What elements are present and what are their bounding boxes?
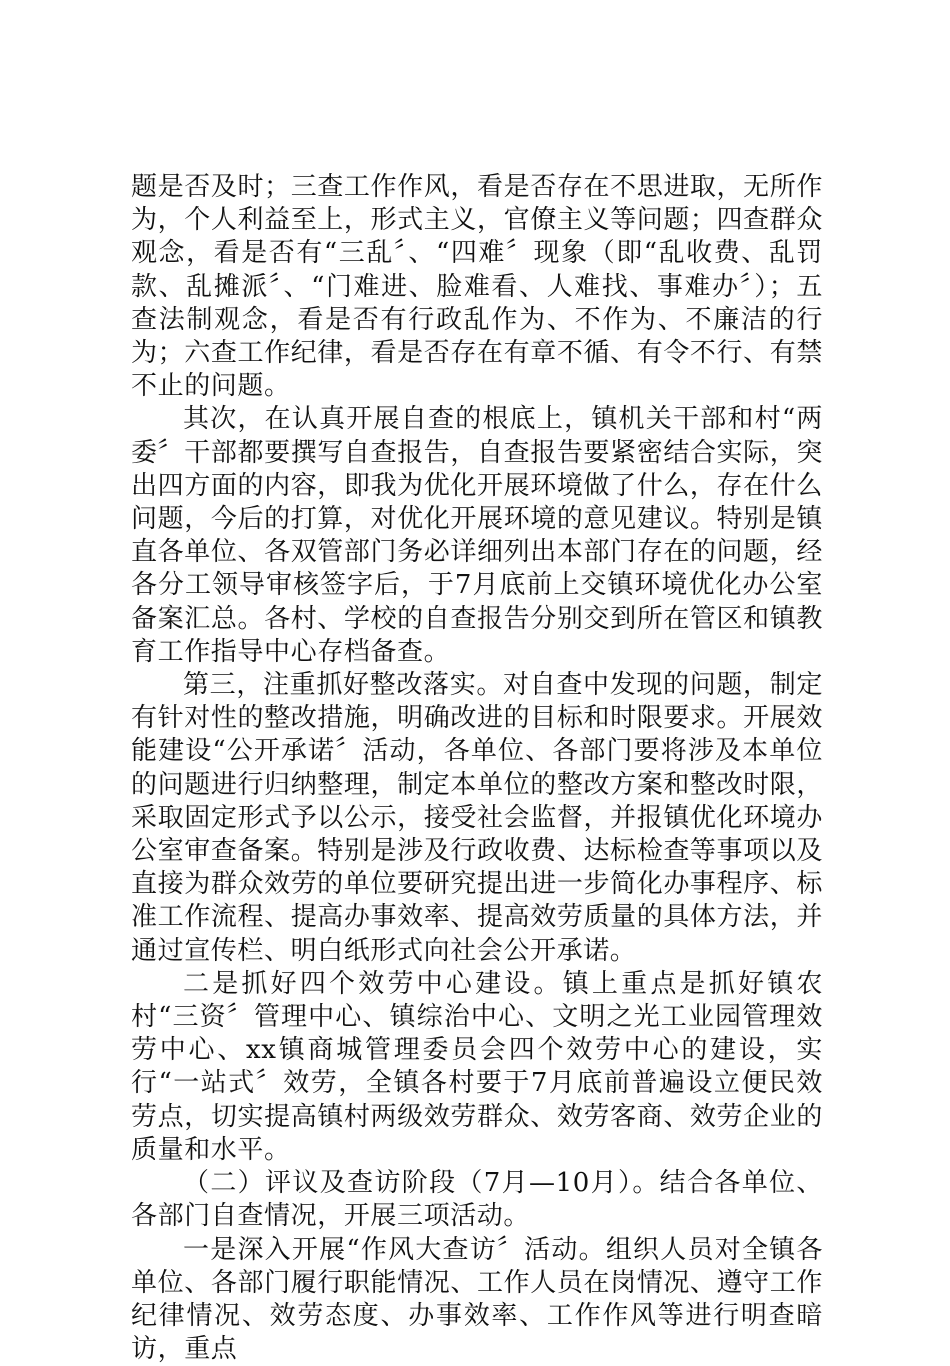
paragraph-section-heading: （二）评议及查访阶段（7月—10月）。结合各单位、各部门自查情况，开展三项活动。 [131, 1167, 823, 1233]
paragraph-rectification: 第三，注重抓好整改落实。对自查中发现的问题，制定有针对性的整改措施，明确改进的目标和时限要求。开展效能建设“公开承诺〞活动，各单位、各部门要将涉及本单位的问题进行归纳整理，制定本单位的整改方案和整改时限，采取固定形式予以公示，接受社会监督，并报镇优化环境办公室审查备案。特别是涉及行政收费、达标检查等事项以及直接为群众效劳的单位要研究提出进一步简化办事程序、标准工作流程、提高办事效率、提高效劳质量的具体方法，并通过宣传栏、明白纸形式向社会公开承诺。 [131, 669, 823, 968]
paragraph-self-report: 其次，在认真开展自查的根底上，镇机关干部和村“两委〞干部都要撰写自查报告，自查报告要紧密结合实际，突出四方面的内容，即我为优化开展环境做了什么，存在什么问题，今后的打算，对优化开展环境的意见建议。特别是镇直各单位、各双管部门务必详细列出本部门存在的问题，经各分工领导审核签字后，于7月底前上交镇环境优化办公室备案汇总。各村、学校的自查报告分别交到所在管区和镇教育工作指导中心存档备查。 [131, 403, 823, 669]
document-body [131, 171, 823, 1366]
paragraph-continuation: 题是否及时；三查工作作风，看是否存在不思进取，无所作为，个人利益至上，形式主义，官僚主义等问题；四查群众观念，看是否有“三乱〞、“四难〞现象（即“乱收费、乱罚款、乱摊派〞、“门难进、脸难看、人难找、事难办〞）；五查法制观念，看是否有行政乱作为、不作为、不廉洁的行为；六查工作纪律，看是否存在有章不循、有令不行、有禁不止的问题。 [131, 171, 823, 403]
paragraph-inspection: 一是深入开展“作风大查访〞活动。组织人员对全镇各单位、各部门履行职能情况、工作人员在岗情况、遵守工作纪律情况、效劳态度、办事效率、工作作风等进行明查暗访，重点 [131, 1234, 823, 1366]
paragraph-service-centers: 二是抓好四个效劳中心建设。镇上重点是抓好镇农村“三资〞管理中心、镇综治中心、文明之光工业园管理效劳中心、xx镇商城管理委员会四个效劳中心的建设，实行“一站式〞效劳，全镇各村要于7月底前普遍设立便民效劳点，切实提高镇村两级效劳群众、效劳客商、效劳企业的质量和水平。 [131, 968, 823, 1167]
